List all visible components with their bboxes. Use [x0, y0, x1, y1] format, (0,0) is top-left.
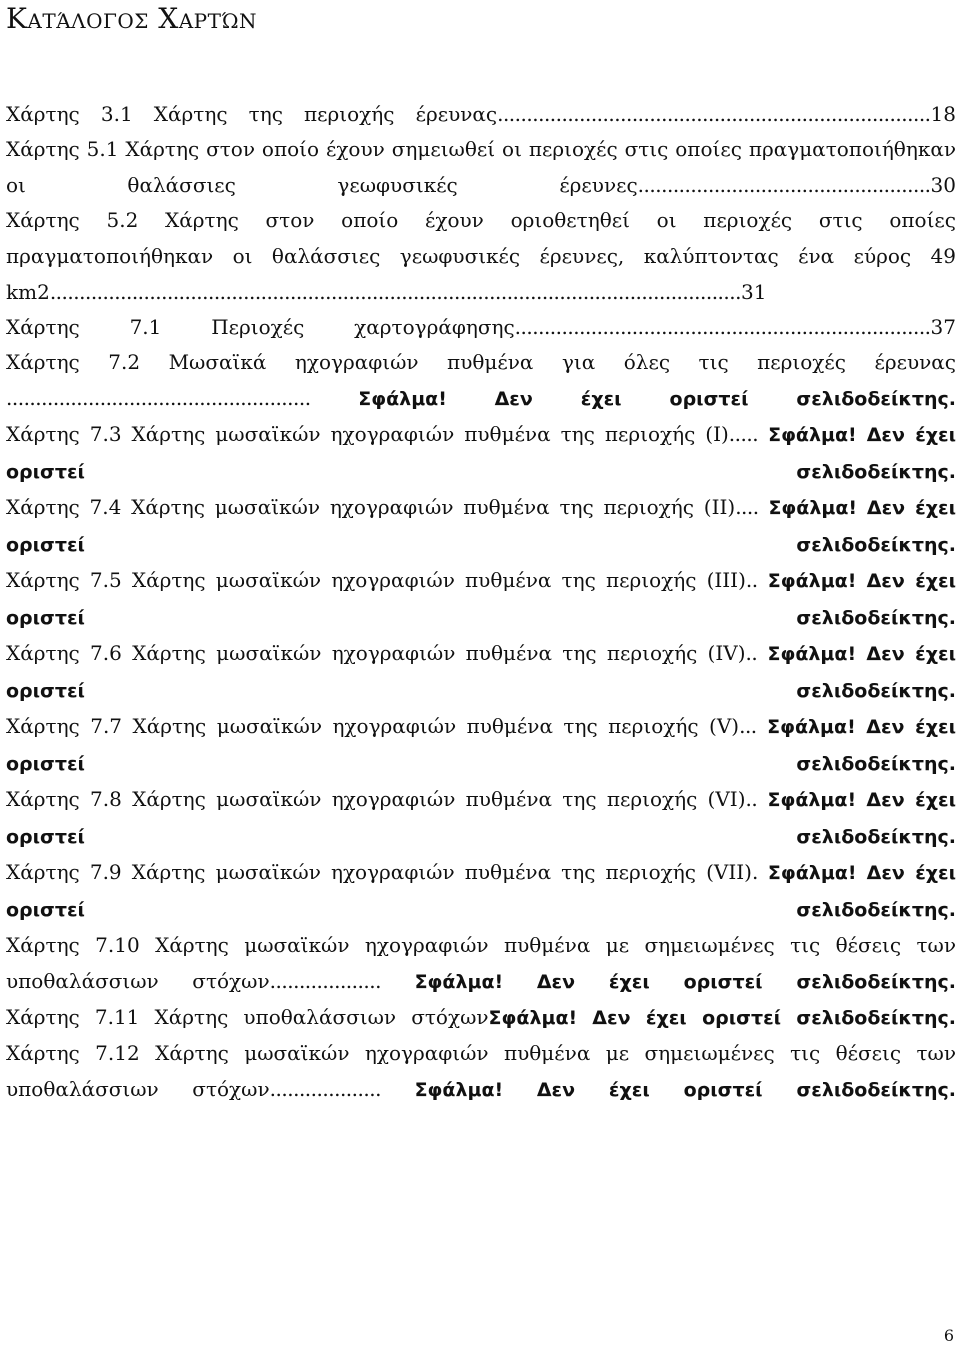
toc-entry[interactable]: Χάρτης 5.1 Χάρτης στον οποίο έχουν σημειωθεί οι περιοχές στις οποίες πραγματοποιήθηκαν οι θαλάσσιες γεωφυσικές έρευνες..................................................30 — [6, 137, 956, 197]
error-message: Δεν έχει οριστεί σελιδοδείκτης. — [592, 1007, 956, 1029]
error-message: Δεν έχει οριστεί σελιδοδείκτης. — [6, 643, 956, 702]
entry-page-number: 37 — [930, 315, 956, 339]
error-label: Σφάλμα! — [488, 1007, 578, 1029]
error-message: Δεν έχει οριστεί σελιδοδείκτης. — [6, 424, 957, 483]
toc-entry[interactable]: Χάρτης 7.2 Μωσαϊκά ηχογραφιών πυθμένα για όλες τις περιοχές έρευνας .................................................... Σφάλμα! Δεν έχει οριστεί σελιδοδείκτης. — [6, 350, 956, 410]
error-label: Σφάλμα! — [768, 424, 857, 446]
toc-entry[interactable]: Χάρτης 7.6 Χάρτης μωσαϊκών ηχογραφιών πυθμένα της περιοχής (IV).. Σφάλμα! Δεν έχει οριστεί σελιδοδείκτης. — [6, 641, 956, 702]
error-label: Σφάλμα! — [414, 971, 504, 993]
entry-page-number: 30 — [930, 173, 956, 197]
toc-entry[interactable]: Χάρτης 7.7 Χάρτης μωσαϊκών ηχογραφιών πυθμένα της περιοχής (V)... Σφάλμα! Δεν έχει οριστεί σελιδοδείκτης. — [6, 714, 956, 775]
error-label: Σφάλμα! — [767, 643, 857, 665]
entry-page-number: 31 — [741, 280, 767, 304]
error-label: Σφάλμα! — [768, 497, 858, 519]
error-message: Δεν έχει οριστεί σελιδοδείκτης. — [6, 789, 956, 848]
toc-entry[interactable]: Χάρτης 7.10 Χάρτης μωσαϊκών ηχογραφιών πυθμένα με σημειωμένες τις θέσεις των υποθαλάσσιων στόχων................... Σφάλμα! Δεν έχει οριστεί σελιδοδείκτης. — [6, 933, 957, 993]
toc-entry[interactable]: Χάρτης 7.3 Χάρτης μωσαϊκών ηχογραφιών πυθμένα της περιοχής (I)..... Σφάλμα! Δεν έχει οριστεί σελιδοδείκτης. — [6, 422, 957, 483]
toc-entry[interactable]: Χάρτης 7.12 Χάρτης μωσαϊκών ηχογραφιών πυθμένα με σημειωμένες τις θέσεις των υποθαλάσσιων στόχων................... Σφάλμα! Δεν έχει οριστεί σελιδοδείκτης. — [6, 1041, 957, 1101]
toc-entry[interactable]: Χάρτης 7.5 Χάρτης μωσαϊκών ηχογραφιών πυθμένα της περιοχής (III).. Σφάλμα! Δεν έχει οριστεί σελιδοδείκτης. — [6, 568, 957, 629]
error-message: Δεν έχει οριστεί σελιδοδείκτης. — [6, 716, 956, 775]
toc-entry[interactable]: Χάρτης 3.1 Χάρτης της περιοχής έρευνας..........................................................................18 — [6, 102, 956, 126]
toc-entry[interactable]: Χάρτης 7.9 Χάρτης μωσαϊκών ηχογραφιών πυθμένα της περιοχής (VII). Σφάλμα! Δεν έχει οριστεί σελιδοδείκτης. — [6, 860, 957, 921]
error-label: Σφάλμα! — [767, 716, 856, 738]
page-number: 6 — [943, 1326, 954, 1345]
error-message: Δεν έχει οριστεί σελιδοδείκτης. — [6, 862, 957, 921]
toc-entry[interactable]: Χάρτης 7.4 Χάρτης μωσαϊκών ηχογραφιών πυθμένα της περιοχής (II).... Σφάλμα! Δεν έχει οριστεί σελιδοδείκτης. — [6, 495, 956, 556]
toc-heading: Κατάλογος Χαρτών — [6, 2, 258, 35]
error-message: Δεν έχει οριστεί σελιδοδείκτης. — [6, 497, 956, 556]
toc-entry[interactable]: Χάρτης 5.2 Χάρτης στον οποίο έχουν οριοθετηθεί οι περιοχές στις οποίες πραγματοποιήθηκαν οι θαλάσσιες γεωφυσικές έρευνες, καλύπτοντας ένα εύρος 49 km2......................................................................................................................31 — [6, 208, 956, 304]
toc-entry[interactable]: Χάρτης 7.1 Περιοχές χαρτογράφησης.......................................................................37 — [6, 315, 956, 339]
error-label: Σφάλμα! — [767, 862, 857, 884]
error-label: Σφάλμα! — [358, 388, 447, 410]
map-list — [6, 96, 956, 1107]
error-message: Δεν έχει οριστεί σελιδοδείκτης. — [494, 388, 956, 410]
error-label: Σφάλμα! — [767, 570, 857, 592]
error-label: Σφάλμα! — [414, 1079, 504, 1101]
error-message: Δεν έχει οριστεί σελιδοδείκτης. — [6, 570, 957, 629]
toc-entry[interactable]: Χάρτης 7.11 Χάρτης υποθαλάσσιων στόχωνΣφάλμα! Δεν έχει οριστεί σελιδοδείκτης. — [6, 1005, 956, 1029]
toc-entry[interactable]: Χάρτης 7.8 Χάρτης μωσαϊκών ηχογραφιών πυθμένα της περιοχής (VI).. Σφάλμα! Δεν έχει οριστεί σελιδοδείκτης. — [6, 787, 956, 848]
error-message: Δεν έχει οριστεί σελιδοδείκτης. — [536, 1079, 957, 1101]
entry-page-number: 18 — [930, 102, 956, 126]
error-message: Δεν έχει οριστεί σελιδοδείκτης. — [536, 971, 957, 993]
error-label: Σφάλμα! — [767, 789, 857, 811]
